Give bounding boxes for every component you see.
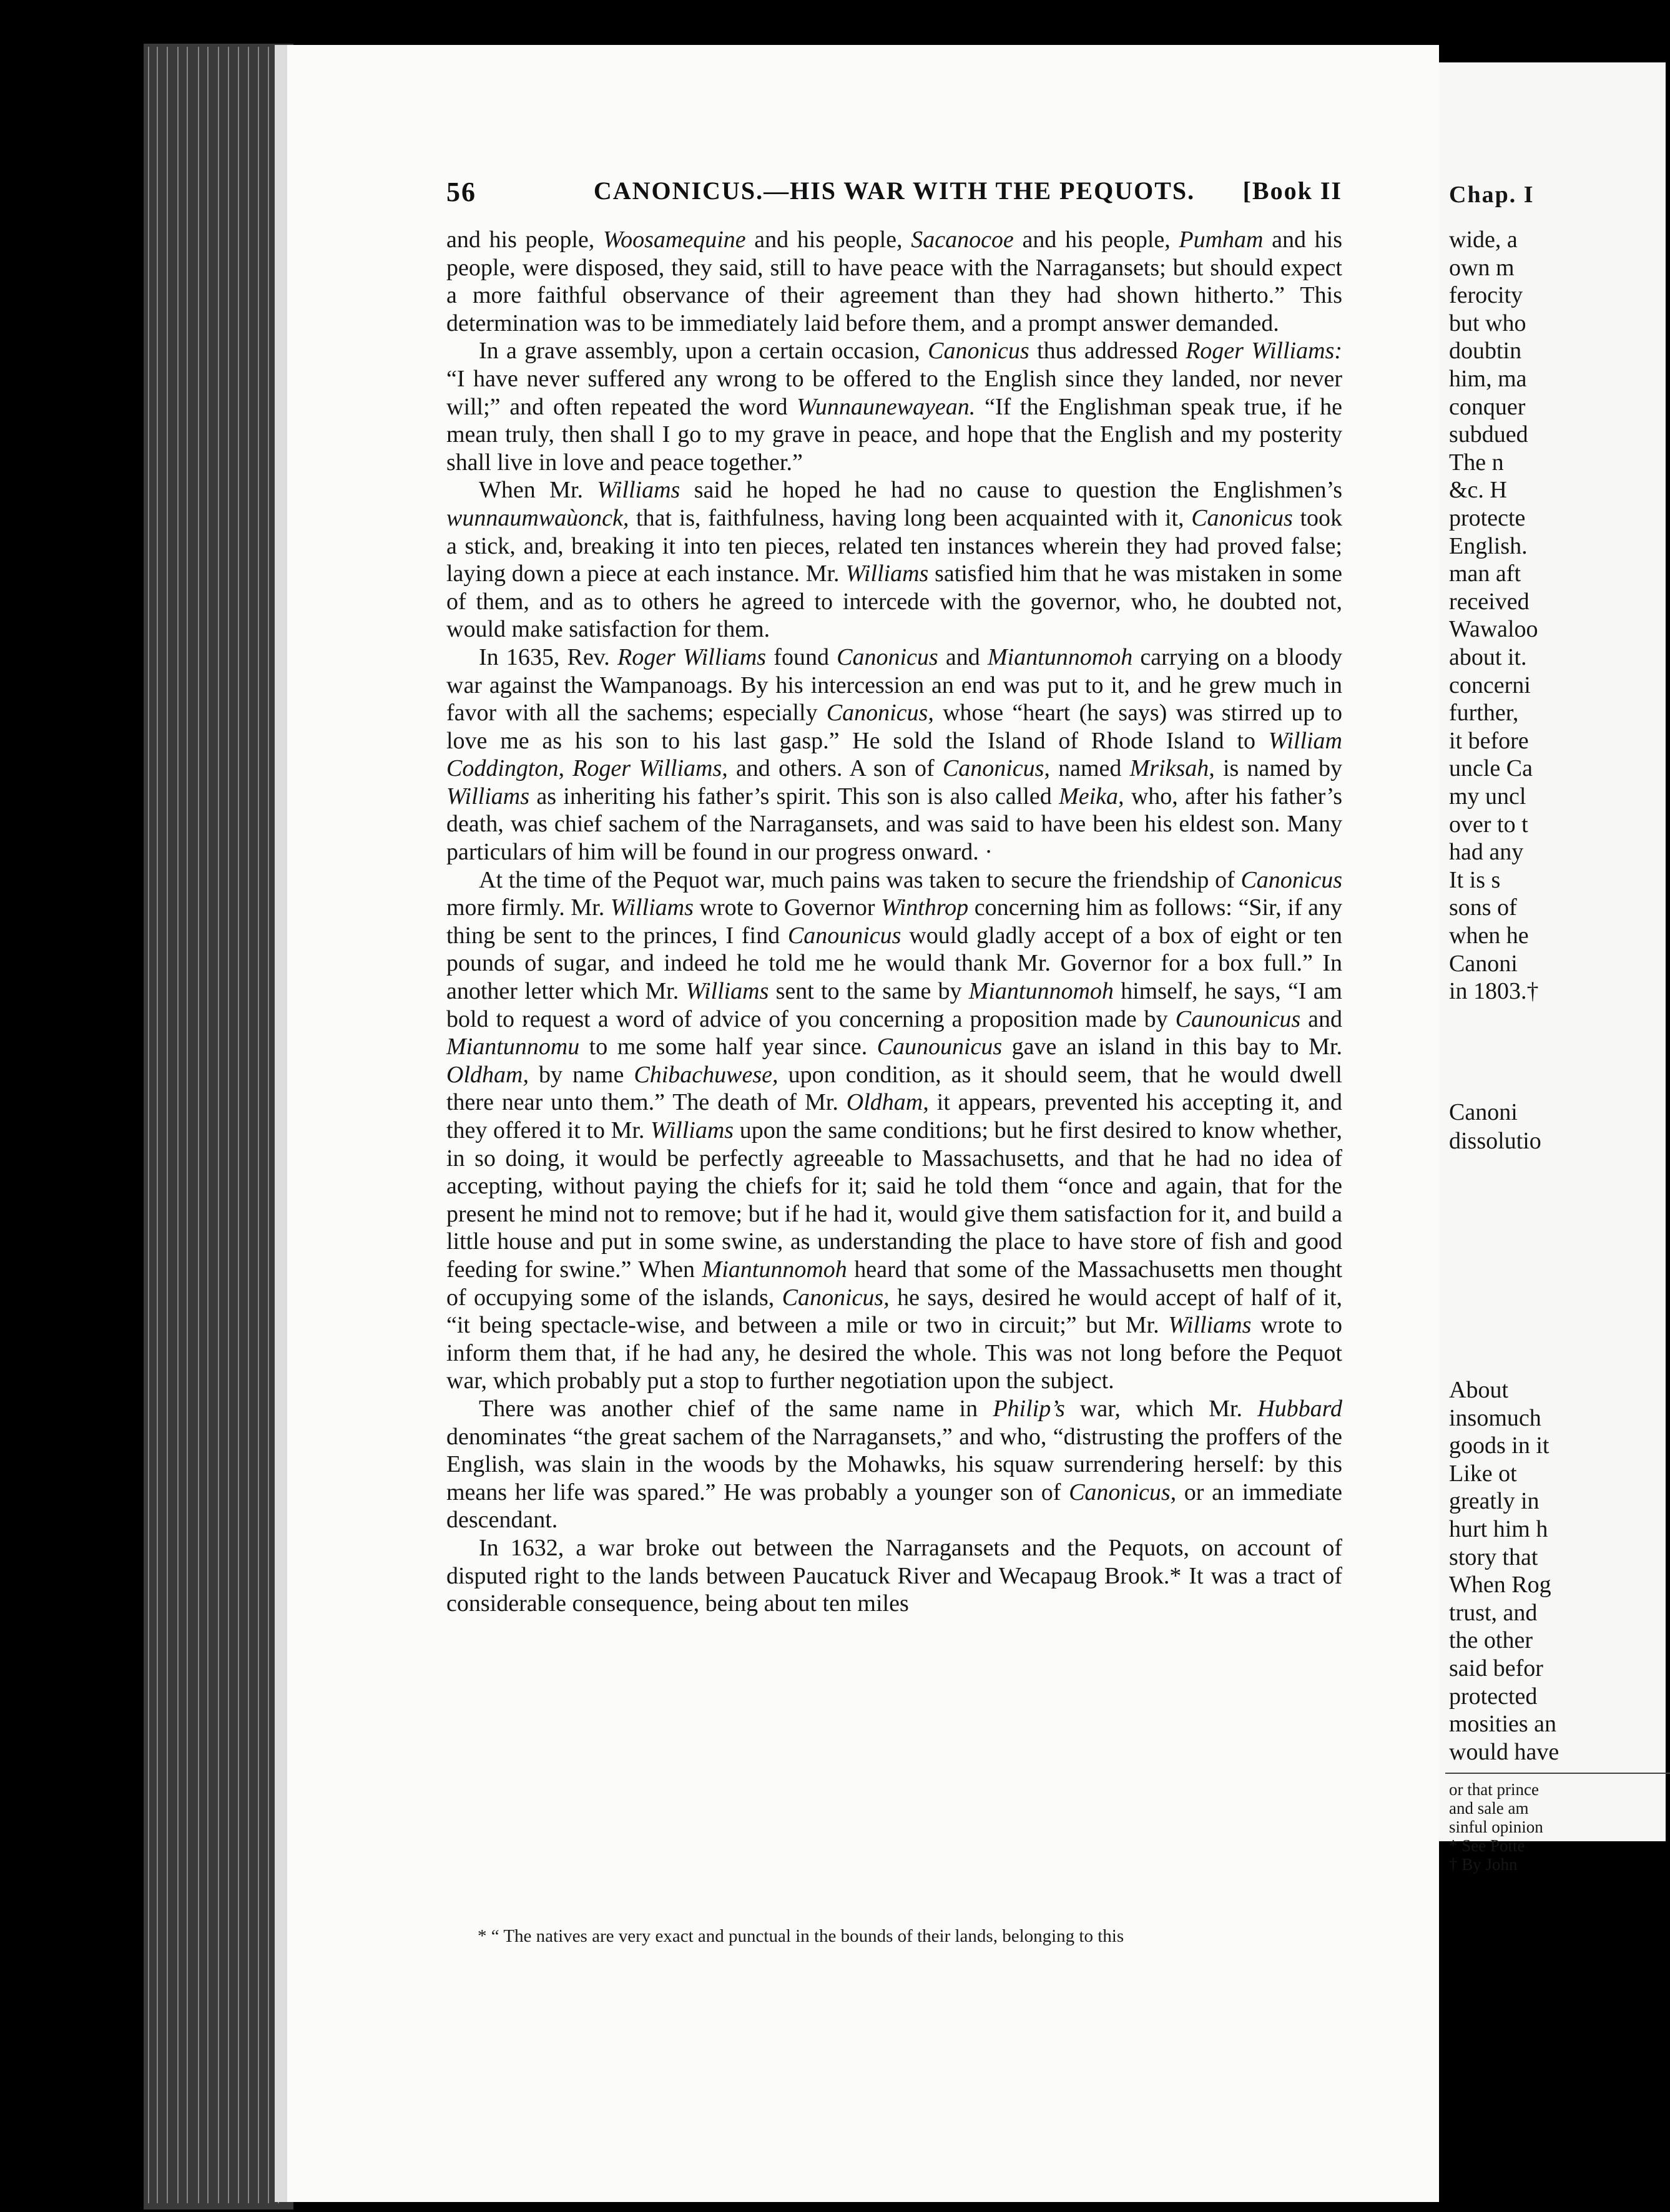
right-page-footnote-line: or that prince	[1449, 1780, 1539, 1799]
right-page-line: Wawaloo	[1449, 616, 1538, 643]
right-page-line: in 1803.†	[1449, 978, 1539, 1005]
right-page-line: over to t	[1449, 811, 1528, 838]
right-page-line: him, ma	[1449, 366, 1527, 392]
running-title: CANONICUS.—HIS WAR WITH THE PEQUOTS.	[593, 177, 1196, 205]
right-page-line: the other	[1449, 1627, 1533, 1654]
right-page-line: about it.	[1449, 644, 1527, 670]
right-page-line: greatly in	[1449, 1488, 1540, 1515]
right-page-line: my uncl	[1449, 783, 1526, 810]
right-page-line: but who	[1449, 310, 1526, 336]
right-page-line: story that	[1449, 1544, 1538, 1570]
body-paragraph: In 1632, a war broke out between the Narragansets and the Pequots, on account of disputed right to the lands between Paucatuck River and Wecapaug Brook.* It was a tract of considerable consequence, being about ten miles	[446, 1534, 1342, 1617]
right-page-footnote-line: † By John	[1449, 1855, 1518, 1874]
body-text	[446, 226, 1342, 1618]
book-page-left	[287, 45, 1439, 2202]
right-page-line: Canoni	[1449, 950, 1518, 977]
right-page-line: trust, and	[1449, 1599, 1538, 1626]
right-page-line: ferocity	[1449, 282, 1523, 309]
right-page-line: when he	[1449, 922, 1529, 949]
body-paragraph: At the time of the Pequot war, much pains was taken to secure the friendship of Canonicus more firmly. Mr. Williams wrote to Governor Winthrop concerning him as follows: “Sir, if any thing be sent to the princes, I find Canounicus would gladly accept of a box of eight or ten pounds of sugar, and indeed he told me he would thank Mr. Governor for a box full.” In another letter which Mr. Williams sent to the same by Miantunnomoh himself, he says, “I am bold to request a word of advice of you concerning a proposition made by Caunounicus and Miantunnomu to me some half year since. Caunounicus gave an island in this bay to Mr. Oldham, by name Chibachuwese, upon condition, as it should seem, that he would dwell there near unto them.” The death of Mr. Oldham, it appears, prevented his accepting it, and they offered it to Mr. Williams upon the same conditions; but he first desired to know whether, in so doing, it would be perfectly agreeable to Massachusetts, and that he had no idea of accepting, without paying the chiefs for it; said he told them “once and again, that for the present he mind not to remove; but if he had it, would give them satisfaction for it, and build a little house and put in some swine, as understanding the place to have store of fish and good feeding for swine.” When Miantunnomoh heard that some of the Massachusetts men thought of occupying some of the islands, Canonicus, he says, desired he would accept of half of it, “it being spectacle-wise, and between a mile or two in circuit;” but Mr. Williams wrote to inform them that, if he had any, he desired the whole. This was not long before the Pequot war, which probably put a stop to further negotiation upon the subject.	[446, 866, 1343, 1394]
right-page-line: protecte	[1449, 505, 1526, 531]
right-page-line: When Rog	[1449, 1572, 1551, 1598]
right-page-footnote-line: and sale am	[1449, 1799, 1529, 1818]
right-page-line: goods in it	[1449, 1432, 1550, 1459]
right-page-line: About	[1449, 1377, 1508, 1403]
body-paragraph: In 1635, Rev. Roger Williams found Canonicus and Miantunnomoh carrying on a bloody war against the Wampanoags. By his intercession an end was put to it, and he grew much in favor with all the sachems; especially Canonicus, whose “heart (he says) was stirred up to love me as his son to his last gasp.” He sold the Island of Rhode Island to William Coddington, Roger Williams, and others. A son of Canonicus, named Mriksah, is named by Williams as inheriting his father’s spirit. This son is also called Meika, who, after his father’s death, was chief sachem of the Narragansets, and was said to have been his eldest son. Many particulars of him will be found in our progress onward. ·	[446, 644, 1343, 866]
body-paragraph: In a grave assembly, upon a certain occasion, Canonicus thus addressed Roger Williams: “I have never suffered any wrong to be offered to the English since they landed, nor never will;” and often repeated the word Wunnaunewayean. “If the Englishman speak true, if he mean truly, then shall I go to my grave in peace, and hope that the English and my posterity shall live in love and peace together.”	[446, 338, 1342, 476]
page-number: 56	[446, 177, 476, 207]
right-page-line: said befor	[1449, 1655, 1543, 1681]
right-page-line: uncle Ca	[1449, 755, 1533, 782]
right-page-line: man aft	[1449, 560, 1521, 587]
right-page-line: wide, a	[1449, 227, 1518, 253]
right-page-line: conquer	[1449, 393, 1526, 420]
right-page-line: It is s	[1449, 866, 1501, 893]
right-page-line: The n	[1449, 449, 1504, 476]
body-paragraph: and his people, Woosamequine and his people, Sacanocoe and his people, Pumham and his people, were disposed, they said, still to have peace with the Narragansets; but should expect a more faithful observance of their agreement than they had shown hitherto.” This determination was to be immediately laid before them, and a prompt answer demanded.	[446, 227, 1342, 336]
book-page-right-partial	[1439, 62, 1666, 1874]
book-label: [Book II	[1242, 177, 1342, 205]
page-header	[446, 176, 1342, 220]
right-page-line: it before	[1449, 727, 1529, 754]
right-page-line: doubtin	[1449, 338, 1522, 365]
body-paragraph: There was another chief of the same name in Philip’s war, which Mr. Hubbard denominates “the great sachem of the Narragansets,” and who, “distrusting the proffers of the English, was slain in the woods by the Mohawks, his squaw surrendering herself: by this means her life was spared.” He was probably a younger son of Canonicus, or an immediate descendant.	[446, 1395, 1342, 1534]
footnote: * “ The natives are very exact and punctual in the bounds of their lands, belonging to this	[478, 1926, 1124, 1946]
right-page-section-line: Canoni	[1449, 1099, 1518, 1125]
right-page-line: further,	[1449, 700, 1519, 727]
right-page-line: insomuch	[1449, 1404, 1541, 1431]
right-page-line: subdued	[1449, 421, 1528, 448]
right-page-section-line: dissolutio	[1449, 1128, 1541, 1154]
right-page-line: English.	[1449, 532, 1528, 559]
right-page-line: own m	[1449, 254, 1515, 281]
right-page-line: Like ot	[1449, 1460, 1517, 1487]
right-page-line: hurt him h	[1449, 1516, 1548, 1542]
right-page-footnote-line: sinful opinion	[1449, 1818, 1543, 1836]
right-page-footnote-line: * See Potte	[1449, 1836, 1525, 1855]
right-page-line: concerni	[1449, 672, 1531, 698]
right-page-line: had any	[1449, 839, 1524, 866]
right-page-line: &c. H	[1449, 477, 1507, 504]
right-page-footnote-rule	[1445, 1773, 1670, 1774]
right-page-line: protected	[1449, 1683, 1538, 1710]
body-paragraph: When Mr. Williams said he hoped he had no cause to question the Englishmen’s wunnaumwaùonck, that is, faithfulness, having long been acquainted with it, Canonicus took a stick, and, breaking it into ten pieces, related ten instances wherein they had proved false; laying down a piece at each instance. Mr. Williams satisfied him that he was mistaken in some of them, and as to others he agreed to intercede with the governor, who, he doubted not, would make satisfaction for them.	[446, 477, 1343, 643]
right-page-line: mosities an	[1449, 1711, 1557, 1738]
right-page-line: sons of	[1449, 894, 1517, 921]
right-page-header: Chap. I	[1449, 182, 1535, 208]
right-page-line: received	[1449, 588, 1530, 615]
right-page-line: would have	[1449, 1738, 1559, 1765]
